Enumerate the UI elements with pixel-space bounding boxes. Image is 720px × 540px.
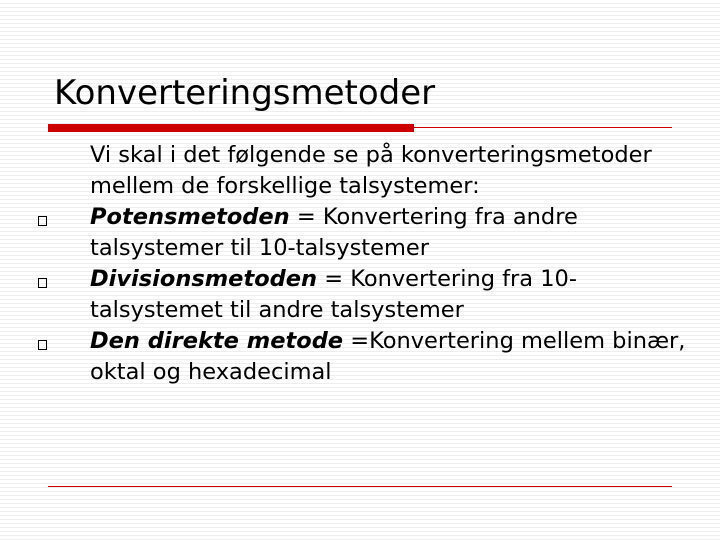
- slide-title: Konverteringsmetoder: [54, 73, 436, 113]
- slide-body: [90, 140, 690, 388]
- bullet-term: Potensmetoden: [90, 204, 290, 230]
- title-underline-thin: [414, 127, 672, 128]
- bullet-term: Den direkte metode: [90, 328, 344, 354]
- intro-paragraph: Vi skal i det følgende se på konverteringsmetoder mellem de forskellige talsystemer:: [90, 142, 652, 199]
- hollow-square-bullet-icon: [38, 216, 47, 226]
- bullet-description: =Konvertering mellem binær, oktal og hexadecimal: [90, 328, 686, 385]
- hollow-square-bullet-icon: [38, 340, 47, 350]
- bullet-term: Divisionsmetoden: [90, 266, 318, 292]
- title-underline-accent: [48, 124, 414, 132]
- bullet-description: = Konvertering fra 10-talsystemet til andre talsystemer: [90, 266, 577, 323]
- footer-divider: [48, 486, 672, 487]
- bullet-description: = Konvertering fra andre talsystemer til 10-talsystemer: [90, 204, 578, 261]
- bullet-item-potensmetoden: [90, 202, 690, 264]
- bullet-item-direkte-metode: [90, 326, 690, 388]
- hollow-square-bullet-icon: [38, 278, 47, 288]
- bullet-item-divisionsmetoden: [90, 264, 690, 326]
